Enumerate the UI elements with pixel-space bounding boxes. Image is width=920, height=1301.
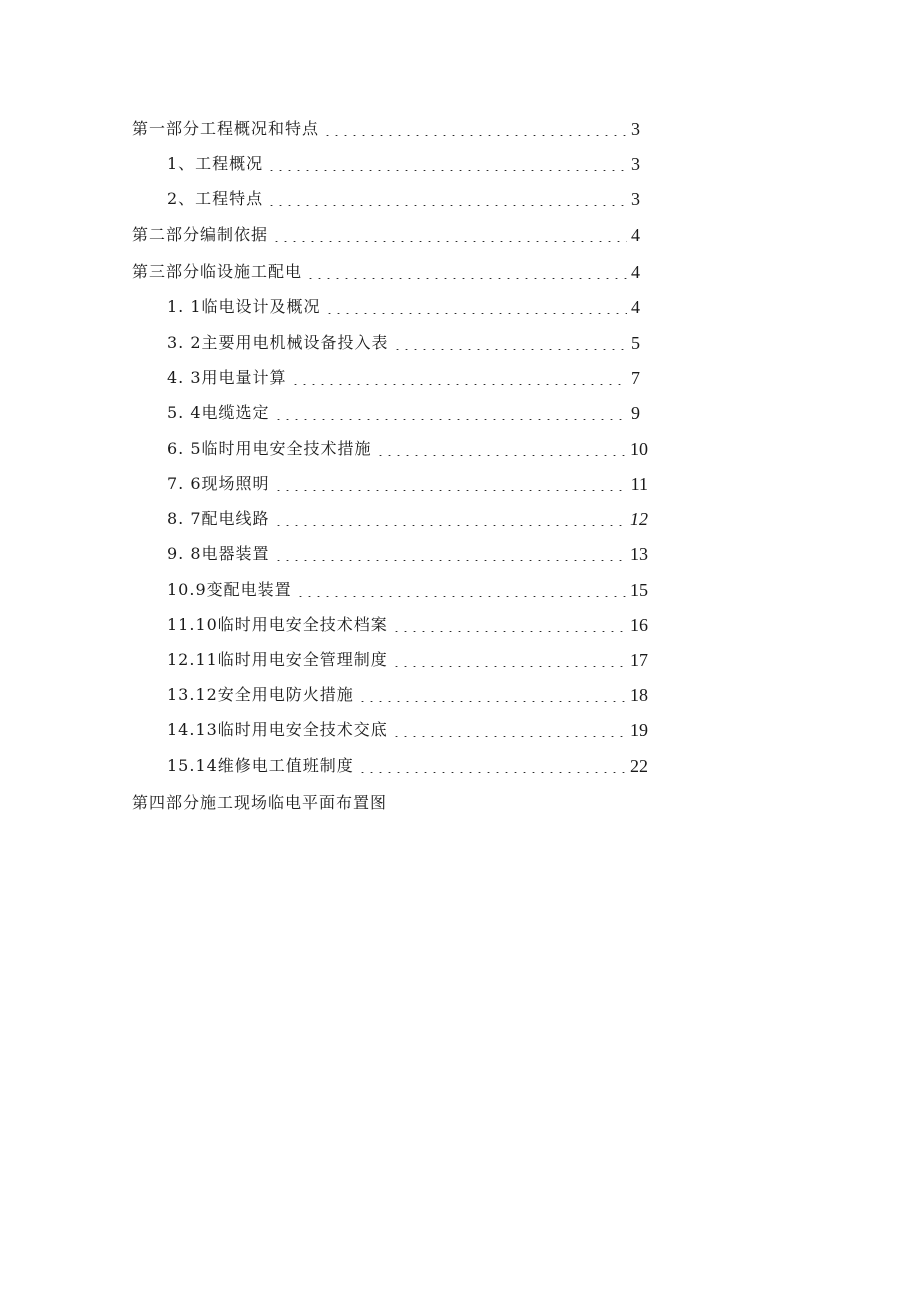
- toc-entry-label: 11.10临时用电安全技术档案: [167, 615, 388, 634]
- toc-entry-page: 4: [631, 262, 640, 282]
- dot-leader: [274, 481, 627, 491]
- dot-leader: [272, 232, 627, 242]
- toc-entry-label: 第一部分工程概况和特点: [132, 119, 320, 138]
- toc-entry-page: 13: [630, 544, 648, 564]
- toc-entry-page: 15: [630, 580, 648, 600]
- toc-entry[interactable]: [167, 330, 640, 354]
- dot-leader: [358, 692, 626, 702]
- toc-entry-label: 1、工程概况: [167, 154, 264, 173]
- toc-entry-page: 22: [630, 756, 648, 776]
- toc-entry-page: 3: [631, 154, 640, 174]
- dot-leader: [358, 763, 626, 773]
- dot-leader: [393, 340, 627, 350]
- toc-entry-page: 9: [631, 403, 640, 423]
- toc-entry[interactable]: [167, 577, 648, 601]
- toc-entry[interactable]: [167, 612, 648, 636]
- toc-entry-label: 5. 4电缆选定: [167, 403, 270, 422]
- toc-entry-label: 12.11临时用电安全管理制度: [167, 650, 388, 669]
- toc-entry-label: 第三部分临设施工配电: [132, 262, 303, 281]
- toc-entry-page: 3: [631, 119, 640, 139]
- toc-entry[interactable]: [167, 365, 640, 389]
- toc-entry-page: 17: [630, 650, 648, 670]
- toc-entry-label: 7. 6现场照明: [167, 474, 270, 493]
- toc-entry[interactable]: [167, 682, 648, 706]
- toc-entry-label: 14.13临时用电安全技术交底: [167, 720, 388, 739]
- toc-entry[interactable]: [167, 753, 648, 777]
- toc-entry[interactable]: [167, 471, 648, 495]
- toc-entry[interactable]: [167, 541, 648, 565]
- toc-entry-label: 15.14维修电工值班制度: [167, 756, 354, 775]
- toc-entry[interactable]: [167, 186, 640, 210]
- toc-entry-label: 第四部分施工现场临电平面布置图: [132, 793, 388, 812]
- toc-entry-label: 第二部分编制依据: [132, 225, 269, 244]
- toc-entry-page: 18: [630, 685, 648, 705]
- dot-leader: [274, 516, 626, 526]
- toc-entry[interactable]: [167, 436, 648, 460]
- dot-leader: [392, 622, 626, 632]
- toc-entry-page: 5: [631, 333, 640, 353]
- dot-leader: [274, 551, 626, 561]
- toc-entry-page: 7: [631, 368, 640, 388]
- toc-entry-label: 10.9变配电装置: [167, 580, 292, 599]
- toc-entry-page: 19: [630, 720, 648, 740]
- dot-leader: [306, 269, 627, 279]
- toc-entry-label: 4. 3用电量计算: [167, 368, 287, 387]
- toc-entry-label: 13.12安全用电防火措施: [167, 685, 354, 704]
- toc-entry-page: 16: [630, 615, 648, 635]
- toc-entry[interactable]: [132, 259, 640, 283]
- toc-entry-label: 3. 2主要用电机械设备投入表: [167, 333, 389, 352]
- toc-entry[interactable]: [167, 400, 640, 424]
- toc-entry[interactable]: [167, 647, 648, 671]
- dot-leader: [323, 126, 627, 136]
- dot-leader: [325, 304, 627, 314]
- dot-leader: [267, 161, 627, 171]
- toc-entry-page: 10: [630, 439, 648, 459]
- toc-entry-page: 12: [630, 509, 648, 529]
- toc-entry[interactable]: [167, 151, 640, 175]
- toc-entry[interactable]: [132, 790, 532, 814]
- dot-leader: [291, 375, 627, 385]
- toc-entry[interactable]: [132, 222, 640, 246]
- dot-leader: [376, 446, 626, 456]
- dot-leader: [296, 587, 626, 597]
- toc-entry[interactable]: [132, 116, 640, 140]
- toc-entry-page: 11: [630, 474, 648, 494]
- toc-entry-label: 1. 1临电设计及概况: [167, 297, 321, 316]
- toc-entry[interactable]: [167, 506, 648, 530]
- toc-entry-page: 3: [631, 189, 640, 209]
- dot-leader: [267, 196, 627, 206]
- toc-entry[interactable]: [167, 294, 640, 318]
- toc-entry-page: 4: [631, 297, 640, 317]
- toc-entry-label: 6. 5临时用电安全技术措施: [167, 439, 372, 458]
- toc-entry-label: 9. 8电器装置: [167, 544, 270, 563]
- toc-entry-page: 4: [631, 225, 640, 245]
- toc-entry[interactable]: [167, 717, 648, 741]
- dot-leader: [392, 727, 626, 737]
- dot-leader: [274, 410, 627, 420]
- toc-entry-label: 8. 7配电线路: [167, 509, 270, 528]
- dot-leader: [392, 657, 626, 667]
- toc-entry-label: 2、工程特点: [167, 189, 264, 208]
